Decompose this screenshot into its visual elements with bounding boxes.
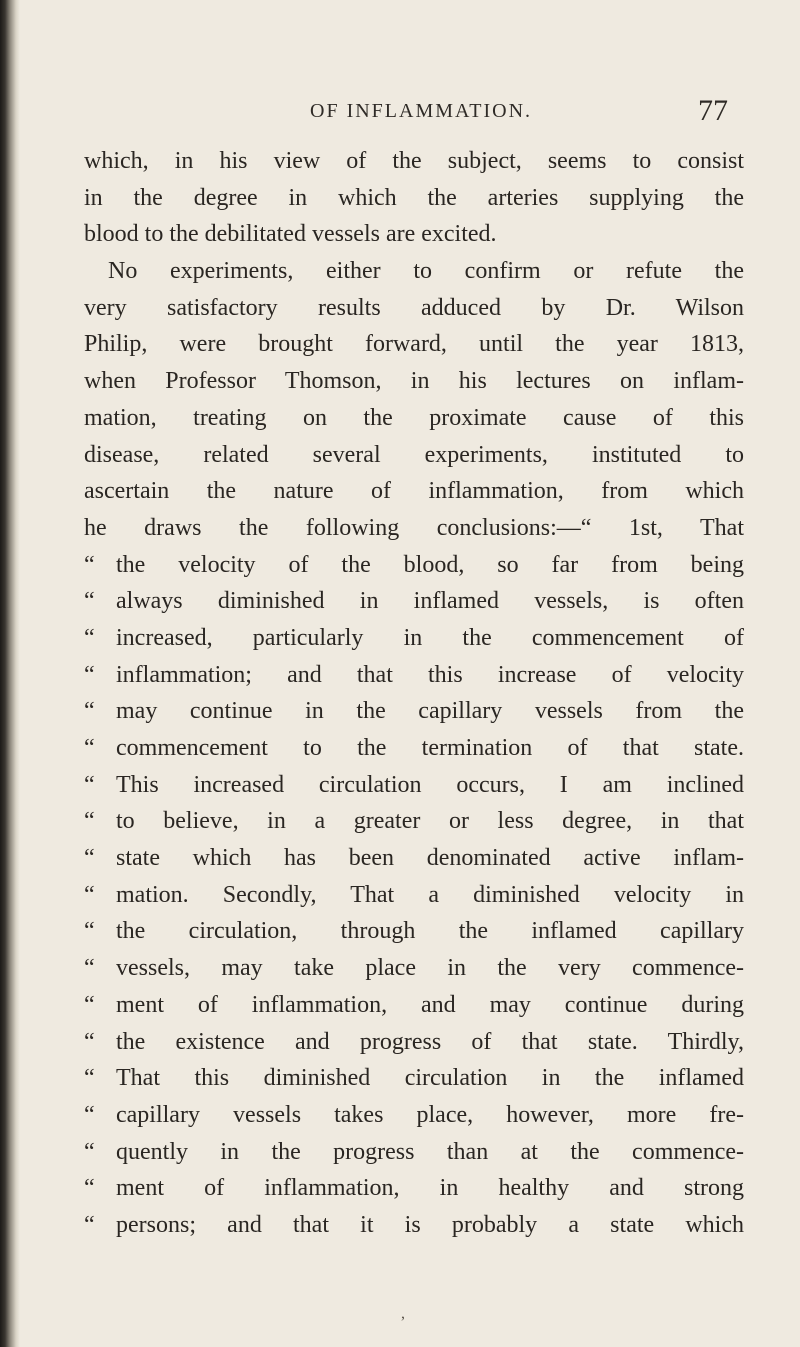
quote-mark: “ <box>84 1101 95 1128</box>
text-line <box>84 1207 744 1244</box>
line-text: inflammation; and that this increase of velocity <box>116 661 744 688</box>
text-line <box>84 143 744 180</box>
page-header <box>0 94 800 134</box>
line-text: to believe, in a greater or less degree, in that <box>116 808 744 835</box>
text-line <box>84 473 744 510</box>
text-line <box>84 400 744 437</box>
line-text: in the degree in which the arteries supplying the <box>84 184 744 211</box>
quote-mark: “ <box>84 991 95 1018</box>
text-line <box>84 950 744 987</box>
quote-mark: “ <box>84 881 95 908</box>
line-text: persons; and that it is probably a state which <box>116 1211 744 1238</box>
line-text: always diminished in inflamed vessels, is often <box>116 588 744 615</box>
text-line <box>84 216 744 253</box>
text-line <box>84 326 744 363</box>
line-text: the velocity of the blood, so far from being <box>116 551 744 578</box>
text-line <box>84 290 744 327</box>
text-line <box>84 180 744 217</box>
text-line <box>84 693 744 730</box>
text-line <box>84 913 744 950</box>
page-binding-shadow <box>0 0 20 1347</box>
line-text: when Professor Thomson, in his lectures on inflam- <box>84 368 744 395</box>
line-text: No experiments, either to confirm or refute the <box>108 258 744 285</box>
text-line <box>84 803 744 840</box>
line-text: ment of inflammation, and may continue during <box>116 991 744 1018</box>
quote-mark: “ <box>84 735 95 761</box>
quote-mark: “ <box>84 624 95 651</box>
text-line <box>84 767 744 804</box>
text-line <box>84 730 744 767</box>
line-text: blood to the debilitated vessels are excited. <box>84 221 497 248</box>
line-text: which, in his view of the subject, seems to consist <box>84 148 744 174</box>
body-text <box>84 143 744 1244</box>
text-line <box>84 1097 744 1134</box>
text-line <box>84 1134 744 1171</box>
line-text: very satisfactory results adduced by Dr. Wilson <box>84 294 744 321</box>
quote-mark: “ <box>84 918 95 945</box>
stray-mark: , <box>401 1305 405 1322</box>
quote-mark: “ <box>84 1065 95 1092</box>
quote-mark: “ <box>84 771 95 798</box>
line-text: state which has been denominated active inflam- <box>116 845 744 872</box>
quote-mark: “ <box>84 1211 95 1238</box>
line-text: increased, particularly in the commencement of <box>116 624 744 651</box>
page-number: 77 <box>698 94 728 127</box>
line-text: capillary vessels takes place, however, more fre- <box>116 1101 744 1128</box>
quote-mark: “ <box>84 808 95 835</box>
text-line <box>84 547 744 584</box>
text-line <box>84 510 744 547</box>
quote-mark: “ <box>84 1138 95 1165</box>
quote-mark: “ <box>84 588 95 615</box>
text-line <box>84 583 744 620</box>
line-text: quently in the progress than at the commence- <box>116 1138 744 1165</box>
text-line <box>84 877 744 914</box>
line-text: Philip, were brought forward, until the year 1813, <box>84 331 744 358</box>
running-head: OF INFLAMMATION. <box>310 100 533 122</box>
line-text: mation. Secondly, That a diminished velocity in <box>116 881 744 908</box>
text-line <box>84 620 744 657</box>
quote-mark: “ <box>84 955 95 982</box>
quote-mark: “ <box>84 698 95 725</box>
text-line <box>84 840 744 877</box>
quote-mark: “ <box>84 1028 95 1055</box>
line-text: ascertain the nature of inflammation, from which <box>84 478 744 505</box>
text-line <box>84 1024 744 1061</box>
text-line <box>84 1170 744 1207</box>
line-text: mation, treating on the proximate cause of this <box>84 404 744 431</box>
quote-mark: “ <box>84 551 95 578</box>
quote-mark: “ <box>84 1175 95 1202</box>
line-text: disease, related several experiments, instituted to <box>84 441 744 468</box>
text-line <box>84 253 744 290</box>
line-text: vessels, may take place in the very commence- <box>116 955 744 982</box>
text-line <box>84 1060 744 1097</box>
line-text: the circulation, through the inflamed capillary <box>116 918 744 945</box>
text-line <box>84 987 744 1024</box>
line-text: may continue in the capillary vessels from the <box>116 698 744 725</box>
quote-mark: “ <box>84 661 95 688</box>
line-text: ment of inflammation, in healthy and strong <box>116 1175 744 1202</box>
quote-mark: “ <box>84 845 95 872</box>
line-text: This increased circulation occurs, I am inclined <box>116 771 744 798</box>
text-line <box>84 657 744 694</box>
text-line <box>84 363 744 400</box>
line-text: That this diminished circulation in the inflamed <box>116 1065 744 1092</box>
line-text: commencement to the termination of that state. <box>116 735 744 761</box>
text-line <box>84 437 744 474</box>
line-text: he draws the following conclusions:—“ 1st, That <box>84 514 744 541</box>
line-text: the existence and progress of that state. Thirdly, <box>116 1028 744 1055</box>
